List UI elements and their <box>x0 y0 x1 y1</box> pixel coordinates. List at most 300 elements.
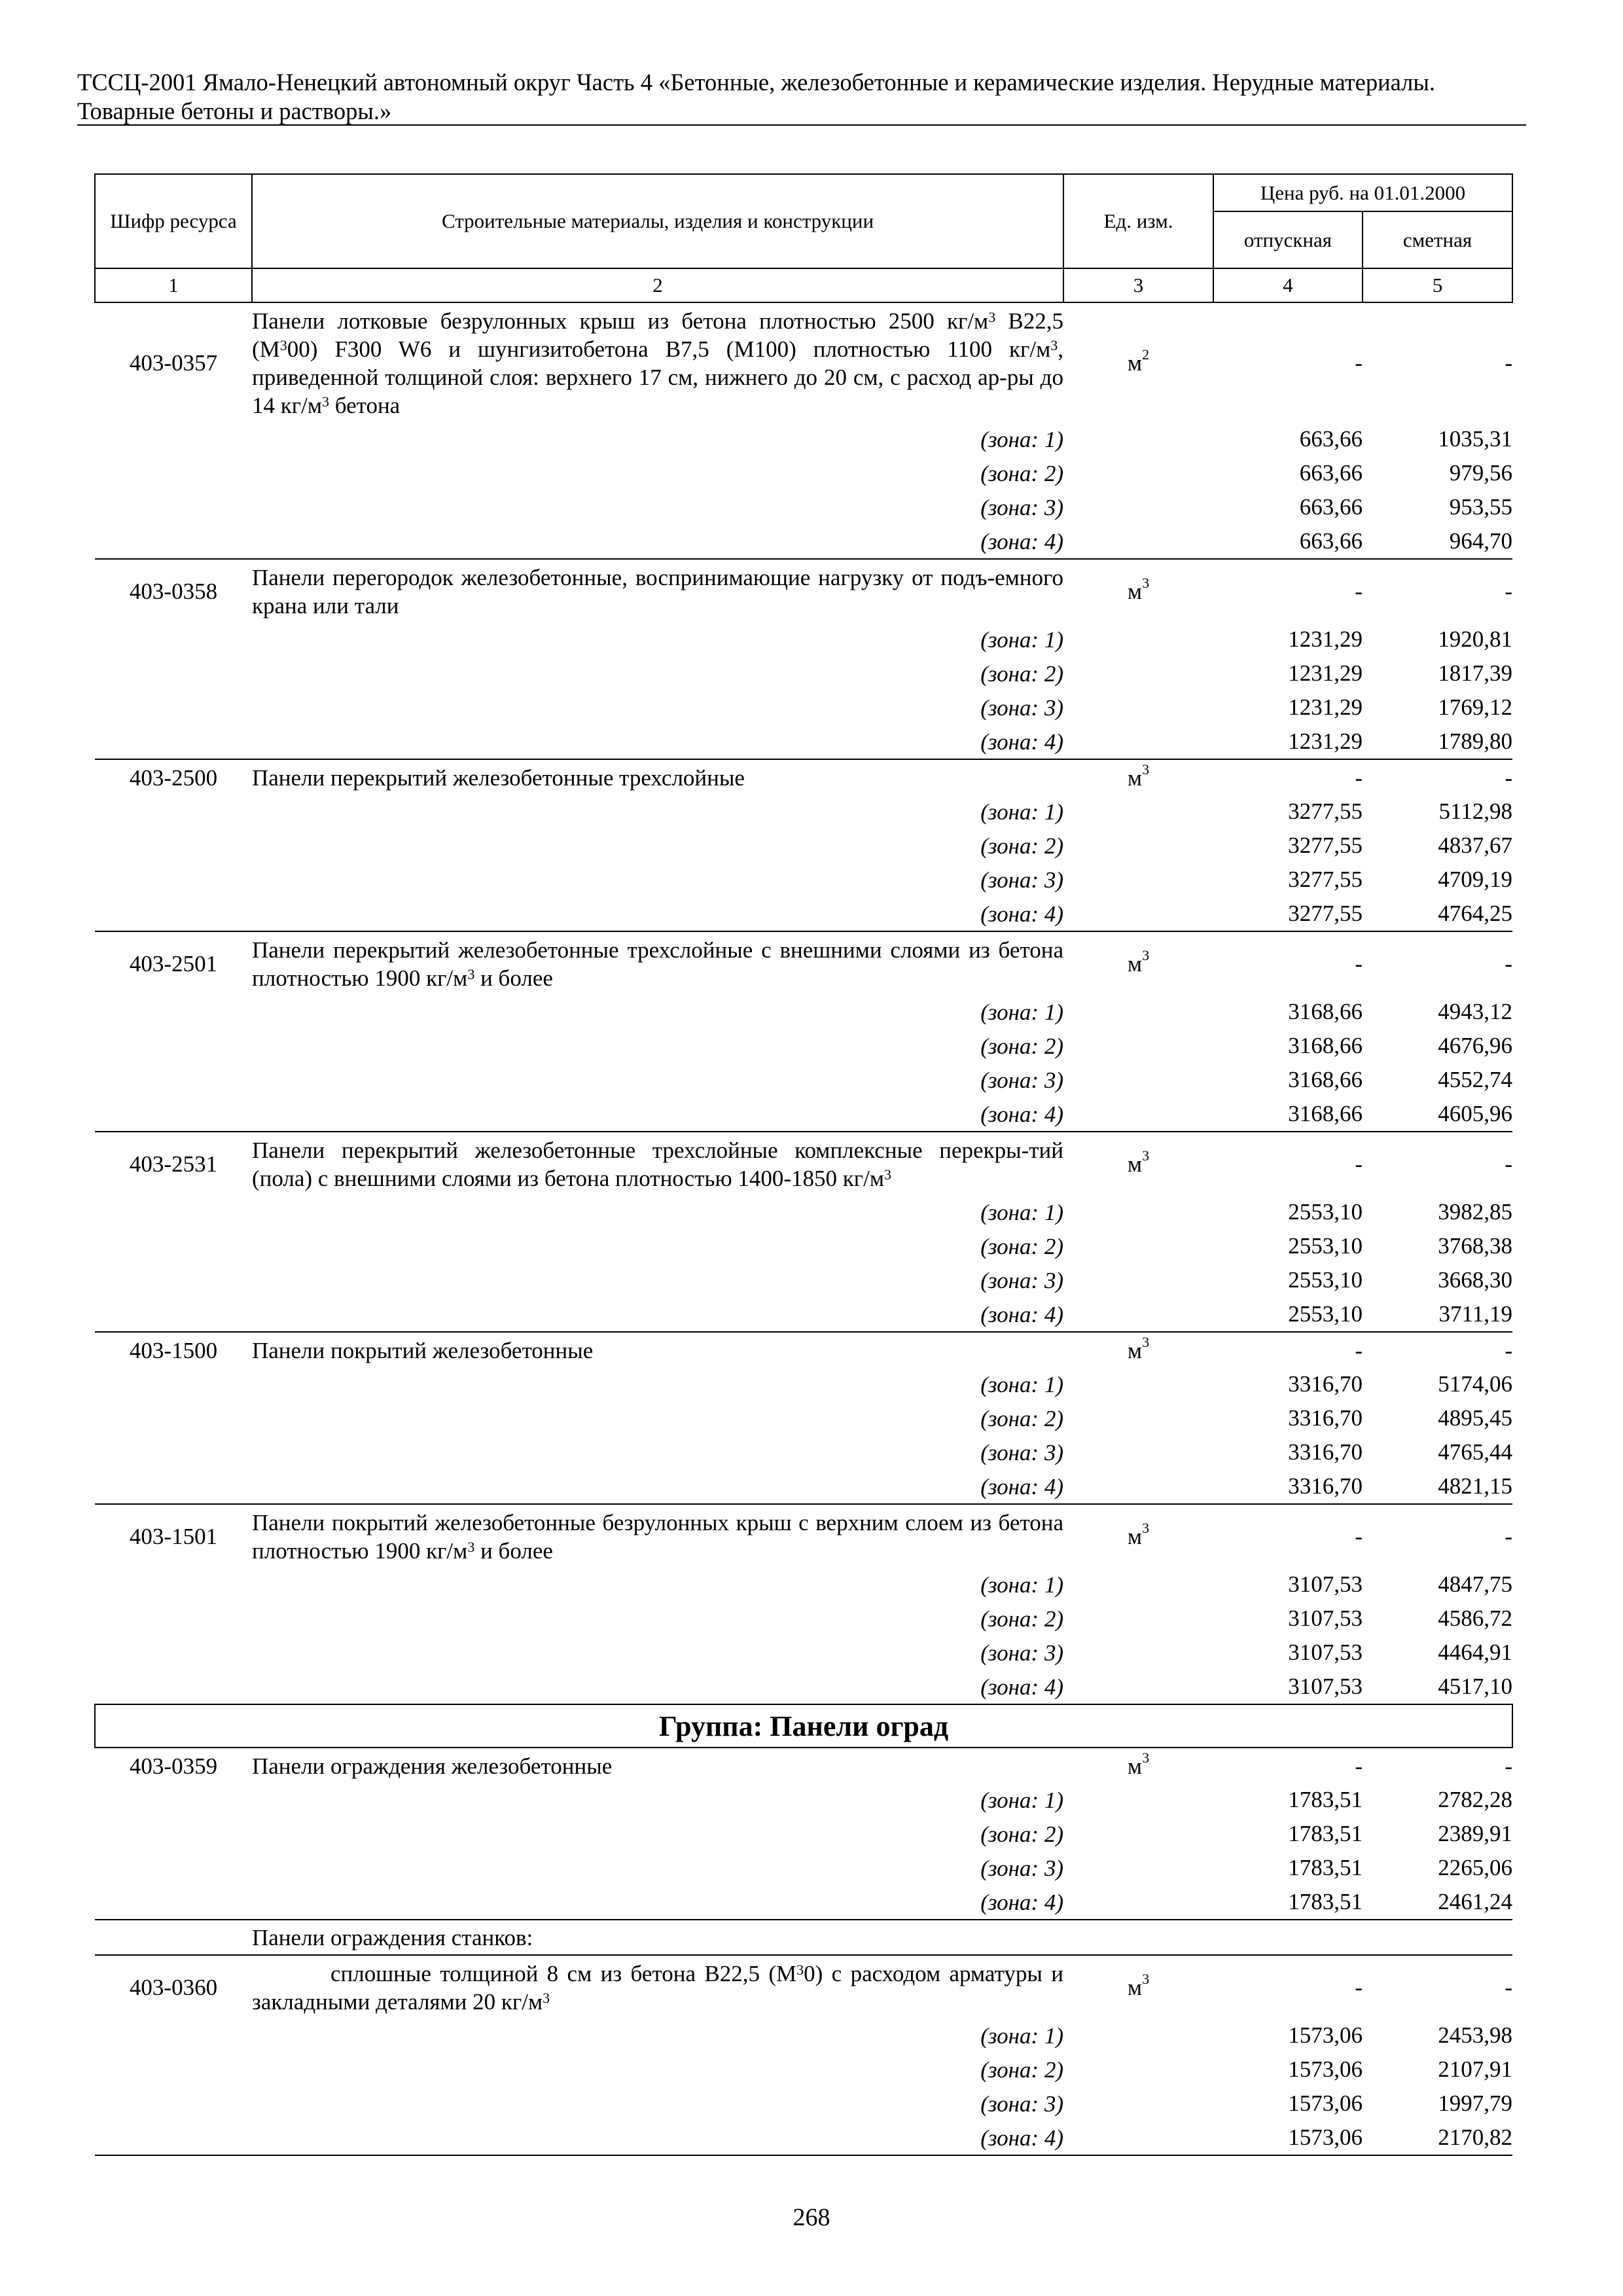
column-number: 3 <box>1063 268 1213 302</box>
zone-release-price: 1783,51 <box>1213 1885 1363 1920</box>
release-price: - <box>1213 559 1363 622</box>
zone-estimate-price: 4605,96 <box>1363 1097 1512 1132</box>
zone-estimate-price: 5174,06 <box>1438 1371 1512 1397</box>
zone-estimate-price: 3711,19 <box>1363 1297 1512 1332</box>
zone-label: (зона: 4) <box>252 1885 1063 1920</box>
material-name <box>252 559 1063 622</box>
zone-estimate-price: 953,55 <box>1449 494 1512 520</box>
zone-label: (зона: 1) <box>980 1371 1063 1397</box>
zone-code-cell <box>95 1097 252 1132</box>
zone-release-price: 3168,66 <box>1288 999 1363 1024</box>
estimate-price: - <box>1363 759 1512 795</box>
zone-code-cell <box>95 995 252 1029</box>
zone-row <box>95 1263 1512 1297</box>
unit-of-measure <box>1063 559 1213 622</box>
zone-unit-cell <box>1063 1401 1213 1435</box>
zone-code-cell <box>95 2087 252 2121</box>
estimate-price: - <box>1363 1504 1512 1568</box>
unit-superscript: 3 <box>1142 575 1150 591</box>
zone-estimate-price: 4586,72 <box>1438 1605 1512 1631</box>
zone-release-price: 3277,55 <box>1288 833 1363 858</box>
unit-text: м <box>1127 350 1143 376</box>
zone-row <box>95 829 1512 863</box>
zone-release-price: 663,66 <box>1299 494 1363 520</box>
zone-label: (зона: 3) <box>980 694 1063 721</box>
name-text: бетона <box>329 393 401 418</box>
zone-unit-cell <box>1063 2087 1213 2121</box>
table-row <box>95 759 1512 795</box>
zone-release-price: 3168,66 <box>1288 1033 1363 1058</box>
material-name <box>252 1748 1063 1783</box>
resource-code: 403-0360 <box>95 1955 252 2018</box>
zone-code-cell <box>95 829 252 863</box>
name-text: Панели перекрытий железобетонные трехслойные комплексные перекры-тий (пола) с внешними слоями из бетона плотностью 1400-1850 кг/м <box>252 1138 1063 1191</box>
unit-superscript: 2 <box>1142 346 1150 363</box>
zone-unit-cell <box>1063 1568 1213 1602</box>
unit-text: м <box>1127 1337 1143 1363</box>
zone-code-cell <box>95 1297 252 1332</box>
zone-label: (зона: 3) <box>980 1855 1063 1881</box>
zone-unit-cell <box>1063 1851 1213 1885</box>
zone-label: (зона: 2) <box>980 1233 1063 1259</box>
name-text: Панели покрытий железобетонные безрулонных крыш с верхним слоем из бетона плотностью 1900 кг/м <box>252 1510 1063 1564</box>
zone-code-cell <box>95 725 252 759</box>
zone-estimate-price: 4943,12 <box>1438 999 1512 1024</box>
zone-code-cell <box>95 863 252 897</box>
zone-unit-cell <box>1063 1229 1213 1263</box>
zone-code-cell <box>95 456 252 490</box>
estimate-price: - <box>1363 1955 1512 2018</box>
zone-estimate-price: 2265,06 <box>1438 1855 1512 1880</box>
zone-estimate-price: 2170,82 <box>1363 2121 1512 2155</box>
zone-unit-cell <box>1063 1636 1213 1670</box>
zone-label: (зона: 2) <box>980 1405 1063 1431</box>
header-line-2: Товарные бетоны и растворы.» <box>77 98 392 124</box>
superscript: 3 <box>988 309 996 325</box>
col-header-release-price: отпускная <box>1213 211 1363 268</box>
zone-estimate-price: 4552,74 <box>1438 1067 1512 1092</box>
zone-release-price: 3316,70 <box>1288 1439 1363 1465</box>
superscript: 3 <box>467 1539 475 1555</box>
zone-code-cell <box>95 1469 252 1504</box>
estimate-price: - <box>1363 931 1512 995</box>
zone-release-price: 1231,29 <box>1288 660 1363 686</box>
zone-label: (зона: 1) <box>980 1199 1063 1225</box>
zone-row <box>95 1636 1512 1670</box>
zone-estimate-price: 1035,31 <box>1438 426 1512 452</box>
zone-row <box>95 1063 1512 1097</box>
zone-release-price: 2553,10 <box>1213 1297 1363 1332</box>
zone-unit-cell <box>1063 1097 1213 1132</box>
group-title: Группа: Панели оград <box>95 1704 1512 1748</box>
resource-code: 403-2500 <box>95 759 252 795</box>
zone-estimate-price: 3668,30 <box>1438 1267 1512 1293</box>
unit-text: м <box>1127 764 1143 791</box>
zone-code-cell <box>95 1263 252 1297</box>
release-price: - <box>1213 931 1363 995</box>
zone-unit-cell <box>1063 995 1213 1029</box>
zone-estimate-price: 1769,12 <box>1438 694 1512 720</box>
zone-release-price: 1231,29 <box>1288 694 1363 720</box>
zone-estimate-price: 3982,85 <box>1438 1199 1512 1225</box>
zone-estimate-price: 4764,25 <box>1363 897 1512 931</box>
zone-unit-cell <box>1063 1817 1213 1851</box>
material-name <box>252 1332 1063 1367</box>
zone-code-cell <box>95 1817 252 1851</box>
release-price: - <box>1213 759 1363 795</box>
col-header-unit: Ед. изм. <box>1063 174 1213 268</box>
zone-unit-cell <box>1063 1435 1213 1469</box>
col-header-code: Шифр ресурса <box>95 174 252 268</box>
zone-row <box>95 422 1512 456</box>
column-number: 5 <box>1363 268 1512 302</box>
zone-unit-cell <box>1063 1195 1213 1229</box>
zone-label: (зона: 4) <box>252 524 1063 559</box>
col-header-name: Строительные материалы, изделия и конструкции <box>252 174 1063 268</box>
unit-of-measure <box>1063 1504 1213 1568</box>
price-table <box>94 173 1513 2156</box>
zone-code-cell <box>95 1636 252 1670</box>
zone-unit-cell <box>1063 863 1213 897</box>
zone-label: (зона: 2) <box>980 2056 1063 2083</box>
zone-release-price: 663,66 <box>1299 426 1363 452</box>
zone-release-price: 3277,55 <box>1213 897 1363 931</box>
zone-code-cell <box>95 1602 252 1636</box>
zone-row <box>95 2018 1512 2053</box>
zone-unit-cell <box>1063 691 1213 725</box>
zone-label: (зона: 2) <box>980 833 1063 859</box>
zone-row <box>95 1783 1512 1817</box>
zone-code-cell <box>95 2018 252 2053</box>
zone-estimate-price: 1997,79 <box>1438 2090 1512 2116</box>
zone-code-cell <box>95 524 252 559</box>
zone-estimate-price: 2107,91 <box>1438 2056 1512 2082</box>
column-numbers-row <box>95 268 1512 302</box>
material-name <box>252 1504 1063 1568</box>
zone-label: (зона: 1) <box>980 999 1063 1025</box>
zone-row <box>95 656 1512 691</box>
zone-row <box>95 456 1512 490</box>
unit-of-measure <box>1063 1955 1213 2018</box>
header-line-1: ТССЦ-2001 Ямало-Ненецкий автономный округ Часть 4 «Бетонные, железобетонные и керамические изделия. Нерудные материалы. <box>77 69 1436 96</box>
zone-release-price: 1573,06 <box>1213 2121 1363 2155</box>
zone-label: (зона: 1) <box>980 1571 1063 1598</box>
zone-release-price: 1231,29 <box>1288 626 1363 652</box>
zone-estimate-price: 4464,91 <box>1438 1640 1512 1665</box>
document-header <box>77 68 1526 126</box>
material-name <box>252 1955 1063 2018</box>
superscript: 3 <box>1050 337 1058 353</box>
zone-release-price: 663,66 <box>1213 524 1363 559</box>
zone-row <box>95 725 1512 759</box>
zone-estimate-price: 979,56 <box>1449 460 1512 486</box>
zone-row <box>95 490 1512 524</box>
zone-code-cell <box>95 1568 252 1602</box>
name-text: сплошные толщиной 8 см из бетона В22,5 (М <box>330 1961 797 1986</box>
zone-release-price: 1573,06 <box>1288 2090 1363 2116</box>
name-text: 00) F300 W6 и шунгизитобетона В7,5 (М100) плотностью 1100 кг/м <box>287 336 1051 362</box>
zone-label: (зона: 4) <box>252 1670 1063 1704</box>
name-text: Панели покрытий железобетонные <box>252 1338 594 1363</box>
zone-code-cell <box>95 1029 252 1063</box>
zone-row <box>95 1229 1512 1263</box>
zone-row <box>95 1602 1512 1636</box>
zone-code-cell <box>95 622 252 656</box>
release-price: - <box>1213 1748 1363 1783</box>
zone-code-cell <box>95 1401 252 1435</box>
resource-code: 403-0357 <box>95 302 252 422</box>
zone-release-price: 1783,51 <box>1288 1855 1363 1880</box>
zone-label: (зона: 2) <box>980 660 1063 687</box>
unit-of-measure <box>1063 1132 1213 1195</box>
zone-label: (зона: 4) <box>252 725 1063 759</box>
zone-row <box>95 524 1512 559</box>
zone-label: (зона: 1) <box>980 1787 1063 1813</box>
col-header-estimate-price: сметная <box>1363 211 1512 268</box>
zone-unit-cell <box>1063 490 1213 524</box>
zone-estimate-price: 2782,28 <box>1438 1787 1512 1812</box>
estimate-price: - <box>1363 302 1512 422</box>
zone-release-price: 3316,70 <box>1213 1469 1363 1504</box>
table-row <box>95 302 1512 422</box>
zone-estimate-price: 2389,91 <box>1438 1821 1512 1846</box>
estimate-price: - <box>1363 1748 1512 1783</box>
zone-unit-cell <box>1063 829 1213 863</box>
unit-of-measure <box>1063 759 1213 795</box>
zone-estimate-price: 4821,15 <box>1363 1469 1512 1504</box>
zone-unit-cell <box>1063 1063 1213 1097</box>
zone-row <box>95 995 1512 1029</box>
zone-unit-cell <box>1063 2018 1213 2053</box>
unit-superscript: 3 <box>1142 1749 1150 1766</box>
superscript: 3 <box>543 1990 550 2006</box>
resource-code: 403-1501 <box>95 1504 252 1568</box>
zone-label: (зона: 2) <box>980 460 1063 486</box>
zone-unit-cell <box>1063 656 1213 691</box>
header-rule <box>77 124 1526 126</box>
table-row <box>95 931 1512 995</box>
zone-release-price: 1783,51 <box>1288 1821 1363 1846</box>
zone-label: (зона: 4) <box>252 897 1063 931</box>
zone-unit-cell <box>1063 897 1213 931</box>
zone-row <box>95 863 1512 897</box>
zone-row <box>95 1568 1512 1602</box>
zone-code-cell <box>95 422 252 456</box>
zone-release-price: 3107,53 <box>1288 1640 1363 1665</box>
unit-superscript: 3 <box>1142 947 1150 963</box>
unit-of-measure <box>1063 1748 1213 1783</box>
zone-row <box>95 1851 1512 1885</box>
zone-label: (зона: 2) <box>980 1033 1063 1059</box>
zone-label: (зона: 3) <box>980 867 1063 893</box>
name-text: Панели лотковые безрулонных крыш из бетона плотностью 2500 кг/м <box>252 308 989 334</box>
zone-label: (зона: 3) <box>980 494 1063 520</box>
zone-label: (зона: 1) <box>980 798 1063 825</box>
zone-code-cell <box>95 1851 252 1885</box>
name-text: Панели ограждения железобетонные <box>252 1753 613 1779</box>
resource-code: 403-2501 <box>95 931 252 995</box>
zone-release-price: 3107,53 <box>1288 1571 1363 1597</box>
zone-label: (зона: 1) <box>980 2022 1063 2049</box>
unit-text: м <box>1127 951 1143 977</box>
name-text: и более <box>474 1538 553 1564</box>
unit-text: м <box>1127 1975 1143 2000</box>
unit-text: м <box>1127 1524 1143 1549</box>
zone-label: (зона: 4) <box>252 1297 1063 1332</box>
zone-release-price: 3316,70 <box>1288 1405 1363 1431</box>
zone-release-price: 2553,10 <box>1288 1199 1363 1225</box>
superscript: 3 <box>796 1962 804 1978</box>
zone-row <box>95 1029 1512 1063</box>
subheading-label: Панели ограждения станков: <box>252 1920 1063 1955</box>
unit-superscript: 3 <box>1142 1971 1150 1987</box>
zone-release-price: 1231,29 <box>1213 725 1363 759</box>
col-header-price: Цена руб. на 01.01.2000 <box>1213 174 1512 211</box>
resource-code: 403-1500 <box>95 1332 252 1367</box>
zone-unit-cell <box>1063 1602 1213 1636</box>
superscript: 3 <box>321 393 329 410</box>
zone-unit-cell <box>1063 1469 1213 1504</box>
zone-label: (зона: 4) <box>252 2121 1063 2155</box>
zone-label: (зона: 1) <box>980 626 1063 653</box>
unit-superscript: 3 <box>1142 761 1150 778</box>
zone-estimate-price: 1920,81 <box>1438 626 1512 652</box>
name-text: В22,5 (М <box>252 308 1063 362</box>
zone-row <box>95 691 1512 725</box>
zone-release-price: 3316,70 <box>1288 1371 1363 1397</box>
zone-code-cell <box>95 691 252 725</box>
zone-estimate-price: 4676,96 <box>1438 1033 1512 1058</box>
zone-code-cell <box>95 1195 252 1229</box>
zone-unit-cell <box>1063 1029 1213 1063</box>
zone-code-cell <box>95 795 252 829</box>
zone-label: (зона: 4) <box>252 1469 1063 1504</box>
zone-unit-cell <box>1063 2121 1213 2155</box>
zone-unit-cell <box>1063 524 1213 559</box>
superscript: 3 <box>279 337 287 353</box>
zone-release-price: 3168,66 <box>1213 1097 1363 1132</box>
zone-release-price: 3107,53 <box>1213 1670 1363 1704</box>
zone-row <box>95 1097 1512 1132</box>
zone-row <box>95 1885 1512 1920</box>
zone-label: (зона: 2) <box>980 1605 1063 1632</box>
zone-unit-cell <box>1063 1297 1213 1332</box>
zone-release-price: 3277,55 <box>1288 798 1363 824</box>
unit-superscript: 3 <box>1142 1520 1150 1536</box>
name-text: Панели перекрытий железобетонные трехслойные с внешними слоями из бетона плотностью 1900 кг/м <box>252 937 1063 991</box>
table-row <box>95 559 1512 622</box>
zone-unit-cell <box>1063 422 1213 456</box>
zone-label: (зона: 3) <box>980 1640 1063 1666</box>
zone-code-cell <box>95 897 252 931</box>
zone-unit-cell <box>1063 1263 1213 1297</box>
release-price: - <box>1213 302 1363 422</box>
zone-code-cell <box>95 2053 252 2087</box>
zone-estimate-price: 4837,67 <box>1438 833 1512 858</box>
zone-code-cell <box>95 1783 252 1817</box>
zone-row <box>95 1435 1512 1469</box>
zone-estimate-price: 3768,38 <box>1438 1233 1512 1259</box>
superscript: 3 <box>884 1166 892 1183</box>
zone-row <box>95 1469 1512 1504</box>
table-row <box>95 1332 1512 1367</box>
zone-code-cell <box>95 1670 252 1704</box>
subheading-price-cell <box>1213 1920 1363 1955</box>
zone-release-price: 1783,51 <box>1288 1787 1363 1812</box>
column-number: 2 <box>252 268 1063 302</box>
zone-code-cell <box>95 1367 252 1401</box>
zone-label: (зона: 3) <box>980 1067 1063 1093</box>
unit-of-measure <box>1063 302 1213 422</box>
zone-estimate-price: 4847,75 <box>1438 1571 1512 1597</box>
zone-label: (зона: 1) <box>980 426 1063 452</box>
unit-superscript: 3 <box>1142 1147 1150 1164</box>
resource-code: 403-0358 <box>95 559 252 622</box>
estimate-price: - <box>1363 1132 1512 1195</box>
table-body <box>95 302 1512 2155</box>
zone-release-price: 1573,06 <box>1288 2022 1363 2048</box>
zone-estimate-price: 4895,45 <box>1438 1405 1512 1431</box>
name-text: , приведенной толщиной слоя: верхнего 17 см, нижнего до 20 см, с расход ар-ры до 14 кг/м <box>252 336 1063 418</box>
resource-code: 403-2531 <box>95 1132 252 1195</box>
table-row <box>95 1132 1512 1195</box>
unit-of-measure <box>1063 1332 1213 1367</box>
zone-estimate-price: 2461,24 <box>1363 1885 1512 1920</box>
zone-label: (зона: 3) <box>980 1439 1063 1465</box>
material-name <box>252 759 1063 795</box>
zone-row <box>95 795 1512 829</box>
zone-code-cell <box>95 2121 252 2155</box>
zone-unit-cell <box>1063 2053 1213 2087</box>
zone-release-price: 3107,53 <box>1288 1605 1363 1631</box>
release-price: - <box>1213 1504 1363 1568</box>
material-name <box>252 1132 1063 1195</box>
unit-text: м <box>1127 579 1143 604</box>
zone-code-cell <box>95 1063 252 1097</box>
group-row <box>95 1704 1512 1748</box>
estimate-price: - <box>1363 1332 1512 1367</box>
table-row <box>95 1955 1512 2018</box>
unit-text: м <box>1127 1753 1143 1779</box>
zone-row <box>95 2087 1512 2121</box>
release-price: - <box>1213 1132 1363 1195</box>
resource-code: 403-0359 <box>95 1748 252 1783</box>
zone-code-cell <box>95 1435 252 1469</box>
zone-row <box>95 2121 1512 2155</box>
zone-label: (зона: 3) <box>980 2090 1063 2117</box>
zone-code-cell <box>95 656 252 691</box>
column-number: 4 <box>1213 268 1363 302</box>
zone-release-price: 1573,06 <box>1288 2056 1363 2082</box>
subheading-price-cell <box>1363 1920 1512 1955</box>
zone-estimate-price: 4517,10 <box>1363 1670 1512 1704</box>
zone-row <box>95 1670 1512 1704</box>
page-number: 268 <box>793 2204 830 2231</box>
zone-estimate-price: 1789,80 <box>1363 725 1512 759</box>
column-number: 1 <box>95 268 252 302</box>
subheading-unit-cell <box>1063 1920 1213 1955</box>
zone-label: (зона: 2) <box>980 1821 1063 1847</box>
zone-row <box>95 1297 1512 1332</box>
zone-code-cell <box>95 1885 252 1920</box>
zone-code-cell <box>95 1229 252 1263</box>
unit-text: м <box>1127 1151 1143 1177</box>
zone-unit-cell <box>1063 795 1213 829</box>
zone-unit-cell <box>1063 725 1213 759</box>
unit-of-measure <box>1063 931 1213 995</box>
zone-unit-cell <box>1063 1367 1213 1401</box>
zone-unit-cell <box>1063 1670 1213 1704</box>
